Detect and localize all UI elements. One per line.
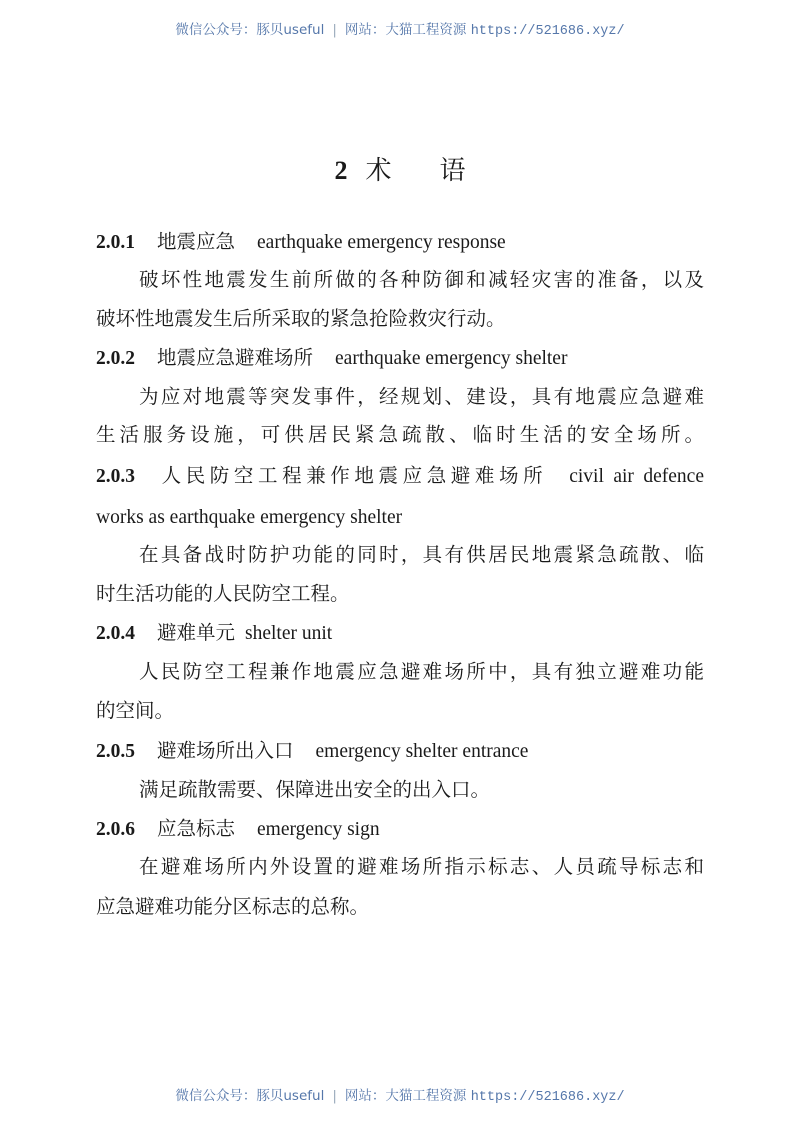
term-heading-continued — [96, 504, 704, 531]
term-zh: 避难场所出入口 — [157, 739, 294, 762]
chapter-title-char-2: 语 — [439, 156, 466, 186]
term-heading — [96, 738, 704, 765]
watermark-wechat: 微信公众号：豚贝useful — [175, 1088, 325, 1104]
term-definition-line: 应急避难功能分区标志的总称。 — [96, 895, 370, 918]
term-definition-line: 破坏性地震发生后所采取的紧急抢险救灾行动。 — [96, 307, 506, 330]
term-number: 2.0.6 — [96, 819, 135, 840]
term-en: civil air defence — [569, 466, 704, 487]
term-number: 2.0.3 — [96, 466, 135, 487]
term-zh: 应急标志 — [157, 817, 236, 840]
term-definition-line: 破坏性地震发生前所做的各种防御和减轻灾害的准备，以及 — [139, 268, 704, 291]
term-en: earthquake emergency shelter — [335, 348, 568, 369]
term-definition-line: 生活服务设施，可供居民紧急疏散、临时生活的安全场所。 — [96, 423, 704, 446]
chapter-title — [0, 150, 800, 187]
term-zh: 地震应急避难场所 — [157, 346, 314, 369]
watermark-wechat: 微信公众号：豚贝useful — [175, 22, 325, 38]
term-heading — [96, 229, 704, 256]
term-definition-line: 时生活功能的人民防空工程。 — [96, 582, 350, 605]
term-heading — [96, 620, 704, 647]
watermark-site: 网站：大猫工程资源 — [344, 22, 467, 38]
term-definition-line: 满足疏散需要、保障进出安全的出入口。 — [139, 778, 491, 801]
term-number: 2.0.5 — [96, 741, 135, 762]
term-en-continued: works as earthquake emergency shelter — [96, 507, 403, 528]
term-definition-line: 在具备战时防护功能的同时，具有供居民地震紧急疏散、临 — [139, 543, 704, 566]
term-zh: 地震应急 — [157, 230, 236, 253]
watermark-divider: | — [332, 22, 337, 38]
term-number: 2.0.4 — [96, 623, 135, 644]
watermark-divider: | — [332, 1088, 337, 1104]
term-zh: 避难单元 — [157, 621, 236, 644]
term-en: emergency sign — [257, 819, 380, 840]
watermark-site: 网站：大猫工程资源 — [344, 1088, 467, 1104]
term-en: shelter unit — [245, 623, 333, 644]
term-heading — [96, 463, 704, 490]
term-en: earthquake emergency response — [257, 232, 506, 253]
term-definition-line: 人民防空工程兼作地震应急避难场所中，具有独立避难功能 — [139, 660, 704, 683]
term-definition-line: 的空间。 — [96, 699, 175, 722]
watermark-footer — [0, 1084, 800, 1105]
chapter-number: 2 — [334, 156, 348, 185]
term-en: emergency shelter entrance — [315, 741, 529, 762]
watermark-url[interactable]: https://521686.xyz/ — [470, 1090, 625, 1105]
term-number: 2.0.1 — [96, 232, 135, 253]
term-definition-line: 在避难场所内外设置的避难场所指示标志、人员疏导标志和 — [139, 855, 704, 878]
term-heading — [96, 345, 704, 372]
watermark-url[interactable]: https://521686.xyz/ — [470, 24, 625, 39]
term-definition-line: 为应对地震等突发事件，经规划、建设，具有地震应急避难 — [139, 385, 704, 408]
term-zh: 人民防空工程兼作地震应急避难场所 — [157, 464, 548, 487]
chapter-title-char-1: 术 — [365, 156, 392, 186]
term-number: 2.0.2 — [96, 348, 135, 369]
term-heading — [96, 816, 704, 843]
watermark-header — [0, 18, 800, 39]
